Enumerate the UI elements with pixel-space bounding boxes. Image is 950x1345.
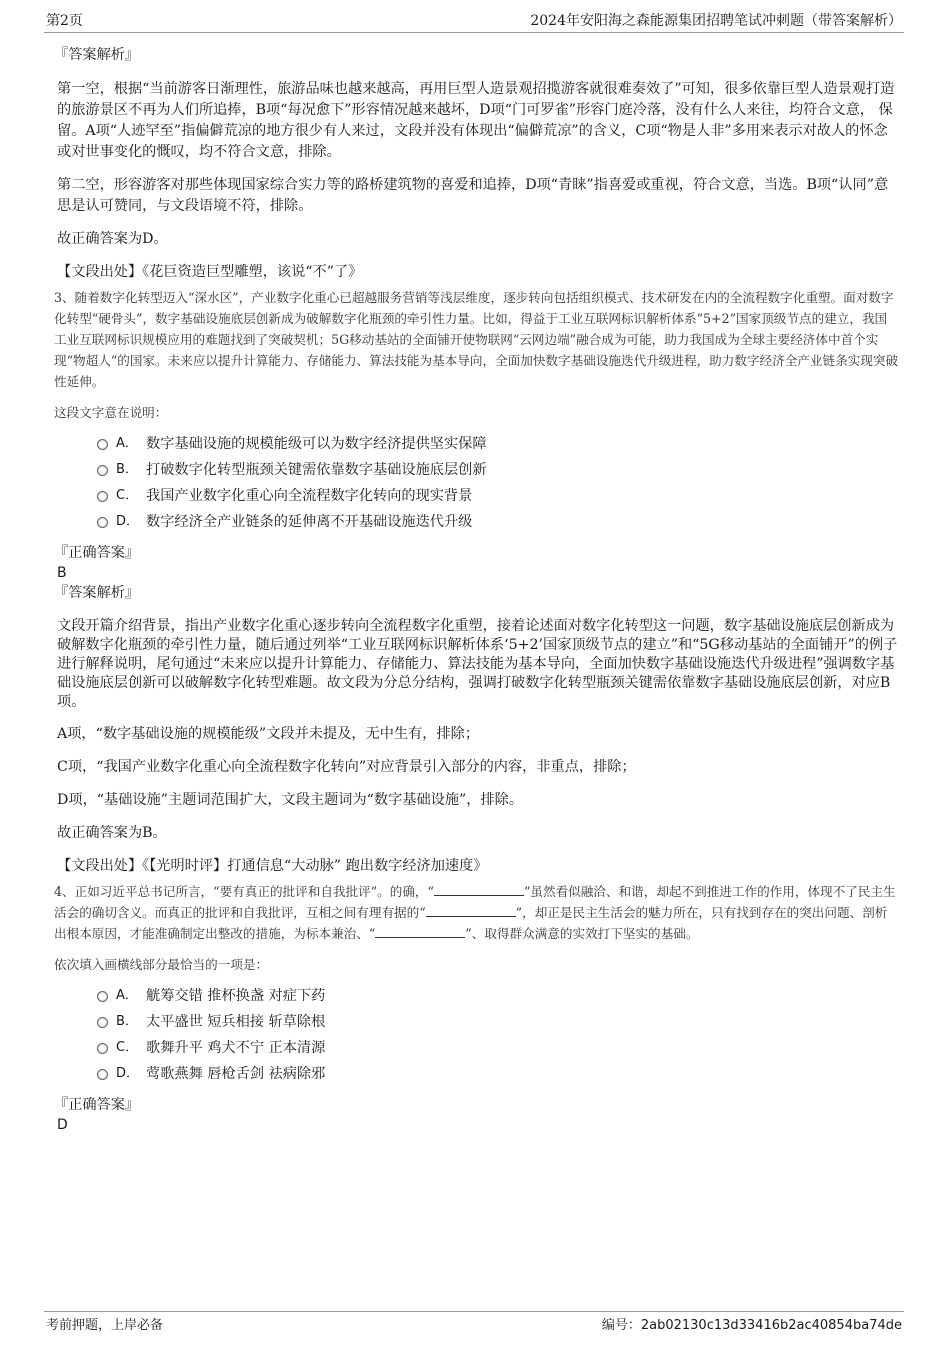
fill-blank <box>375 924 465 938</box>
option-b[interactable]: B． 打破数字化转型瓶颈关键需依靠数字基础设施底层创新 <box>97 457 899 483</box>
analysis-paragraph: 第二空，形容游客对那些体现国家综合实力等的路桥建筑物的喜爱和追捧，D项“青睐”指喜爱或重视，符合文意，当选。B项“认同”意思是认可赞同，与文段语境不符，排除。 <box>57 177 889 214</box>
option-c[interactable]: C． 歌舞升平 鸡犬不宁 正本清源 <box>97 1035 899 1061</box>
option-b[interactable]: B． 太平盛世 短兵相接 斩草除根 <box>97 1009 899 1035</box>
fill-blank <box>434 882 524 896</box>
document-title: 2024年安阳海之森能源集团招聘笔试冲刺题（带答案解析） <box>530 13 902 29</box>
radio-icon[interactable] <box>97 491 108 502</box>
question-prompt: 依次填入画横线部分最恰当的一项是： <box>54 957 269 972</box>
question-stem: 4、正如习近平总书记所言，“要有真正的批评和自我批评”。的确，“ ”虽然看似融洽、和谐，却起不到推进工作的作用，体现不了民主生活会的确切含义。而真正的批评和自我批评，互相之间有理有据的“ ”，却正是民主生活会的魅力所在，只有找到存在的突出问题、剖析出根本原因，才能准确制定出整改的措施，为标本兼治、“ ”、取得群众满意的实效打下坚实的基础。 <box>54 884 896 941</box>
radio-icon[interactable] <box>97 1043 108 1054</box>
analysis-paragraph: 第一空，根据“当前游客日渐理性，旅游品味也越来越高，再用巨型人造景观招揽游客就很难奏效了”可知，很多依靠巨型人造景观打造的旅游景区不再为人们所追捧，B项“每况愈下”形容情况越来越坏，D项“门可罗雀”形容门庭冷落，没有什么人来往，均符合文意， 保留。A项“人迹罕至”指偏僻荒凉的地方很少有人来过，文段并没有体现出“偏僻荒凉”的含义，C项“物是人非”多用来表示对故人的怀念或对世事变化的慨叹，均不符合文意，排除。 <box>57 81 895 160</box>
source-citation: 【文段出处】《【光明时评】打通信息“大动脉” 跑出数字经济加速度》 <box>57 858 488 874</box>
fill-blank <box>426 903 516 917</box>
answer-conclusion: 故正确答案为B。 <box>57 825 167 841</box>
radio-icon[interactable] <box>97 517 108 528</box>
answer-conclusion: 故正确答案为D。 <box>57 231 168 247</box>
footer-slogan: 考前押题，上岸必备 <box>46 1318 164 1333</box>
radio-icon[interactable] <box>97 991 108 1002</box>
question-prompt: 这段文字意在说明： <box>54 405 168 420</box>
option-a[interactable]: A． 数字基础设施的规模能级可以为数字经济提供坚实保障 <box>97 431 899 457</box>
analysis-paragraph: 文段开篇介绍背景，指出产业数字化重心逐步转向全流程数字化重塑，接着论述面对数字化转型这一问题，数字基础设施底层创新成为破解数字化瓶颈的牵引性力量，随后通过列举“工业互联网标识解析体系‘5+2’国家顶级节点的建立”和“5G移动基站的全面铺开”的例子进行解释说明，尾句通过“未来应以提升计算能力、存储能力、算法技能为基本导向，全面加快数字基础设施迭代升级进程”强调数字基础设施底层创新可以破解数字化转型难题。故文段为分总分结构，强调打破数字化转型瓶颈关键需依靠数字基础设施底层创新，对应B项。 <box>57 618 898 710</box>
document-id: 编号：2ab02130c13d33416b2ac40854ba74de <box>601 1318 902 1333</box>
page-footer <box>44 1311 904 1336</box>
question-stem: 3、随着数字化转型迈入“深水区”，产业数字化重心已超越服务营销等浅层维度，逐步转向包括组织模式、技术研发在内的全流程数字化重塑。面对数字化转型“硬骨头”，数字基础设施底层创新成为破解数字化瓶颈的牵引性力量。比如，得益于工业互联网标识解析体系“5+2”国家顶级节点的建立，我国工业互联网标识规模应用的难题找到了突破契机；5G移动基站的全面铺开使物联网“云网边端”融合成为可能，助力我国成为全球主要经济体中首个实现“物超人”的国家。未来应以提升计算能力、存储能力、算法技能为基本导向，全面加快数字基础设施迭代升级进程，助力数字经济全产业链条实现突破性延伸。 <box>54 290 899 389</box>
radio-icon[interactable] <box>97 1017 108 1028</box>
correct-answer-tag: 『正确答案』 <box>54 545 140 561</box>
option-d[interactable]: D． 数字经济全产业链条的延伸离不开基础设施迭代升级 <box>97 509 899 535</box>
correct-answer: B <box>57 565 67 581</box>
option-d[interactable]: D． 莺歌燕舞 唇枪舌剑 祛病除邪 <box>97 1061 899 1087</box>
radio-icon[interactable] <box>97 1069 108 1080</box>
answer-options <box>97 983 899 1087</box>
analysis-paragraph: A项，“数字基础设施的规模能级”文段并未提及，无中生有，排除； <box>57 726 480 742</box>
source-citation: 【文段出处】《花巨资造巨型雕塑，该说“不”了》 <box>57 264 363 280</box>
analysis-paragraph: C项，“我国产业数字化重心向全流程数字化转向”对应背景引入部分的内容，非重点，排除； <box>57 759 636 775</box>
option-a[interactable]: A． 觥筹交错 推杯换盏 对症下药 <box>97 983 899 1009</box>
page-content <box>54 45 899 1135</box>
radio-icon[interactable] <box>97 465 108 476</box>
analysis-tag: 『答案解析』 <box>54 47 140 63</box>
option-c[interactable]: C． 我国产业数字化重心向全流程数字化转向的现实背景 <box>97 483 899 509</box>
answer-options <box>97 431 899 535</box>
page-number: 第2页 <box>46 13 83 29</box>
correct-answer-tag: 『正确答案』 <box>54 1097 140 1113</box>
analysis-tag: 『答案解析』 <box>54 585 140 601</box>
correct-answer: D <box>57 1117 68 1133</box>
page-header <box>44 10 904 33</box>
analysis-paragraph: D项，“基础设施”主题词范围扩大，文段主题词为“数字基础设施”，排除。 <box>57 792 524 808</box>
radio-icon[interactable] <box>97 439 108 450</box>
